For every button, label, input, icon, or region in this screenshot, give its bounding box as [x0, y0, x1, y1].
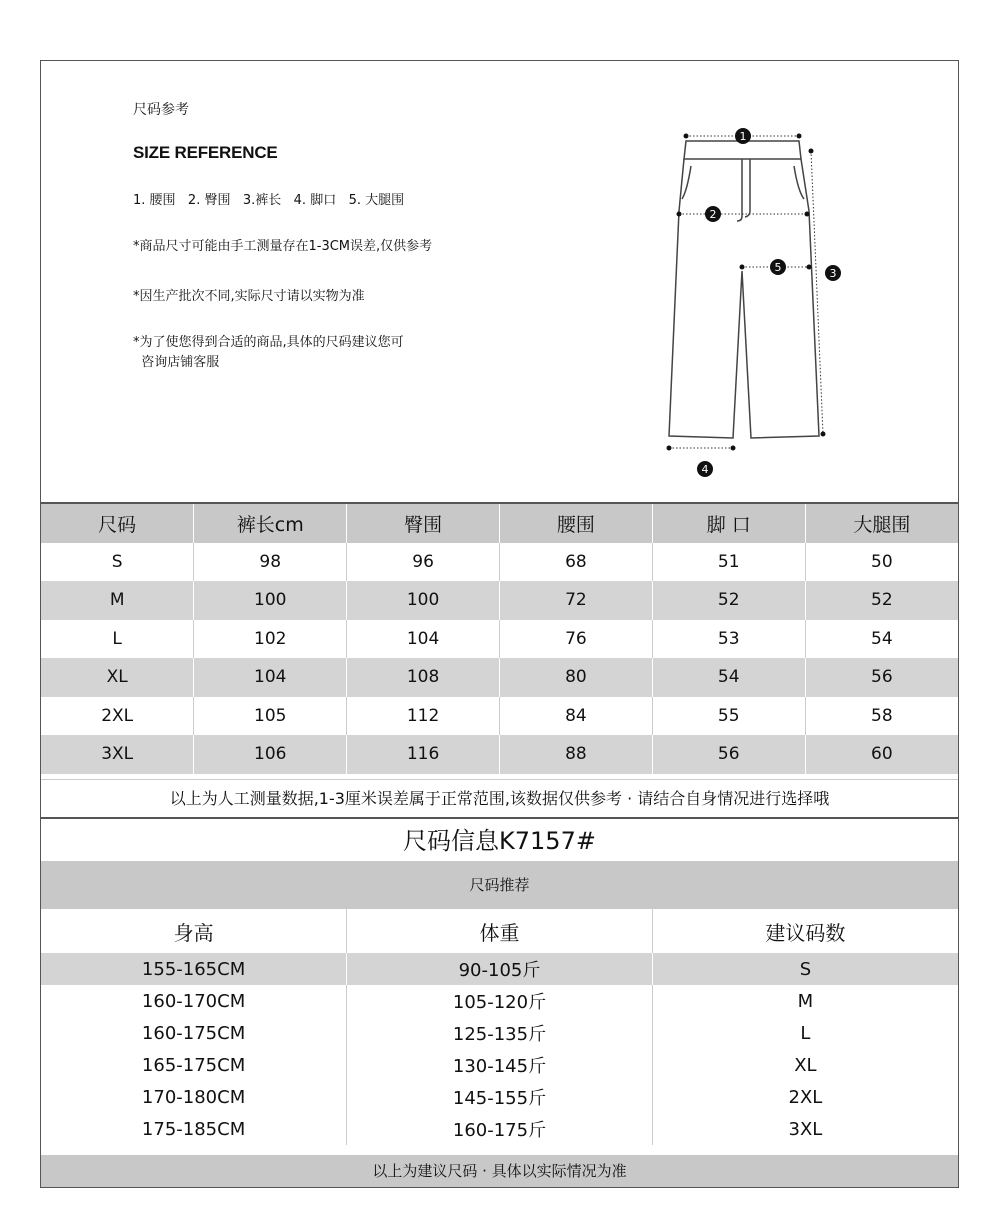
diagram-marker-5: [770, 259, 786, 275]
recommend-header: [41, 909, 958, 953]
size-cell: 68: [499, 543, 652, 582]
recommend-cell: 90-105斤: [347, 953, 653, 985]
recommend-cell: 130-145斤: [347, 1049, 653, 1081]
size-header-cell: 尺码: [41, 503, 194, 543]
recommend-cell: 175-185CM: [141, 1118, 246, 1140]
size-cell: 102: [194, 620, 347, 659]
diagram-marker-1: [735, 128, 751, 144]
pants-diagram: [651, 121, 841, 496]
size-cell: 104: [347, 620, 500, 659]
recommend-cell: 155-165CM: [41, 953, 347, 985]
size-header-cell: 裤长cm: [194, 503, 347, 543]
size-header-cell: 臀围: [347, 503, 500, 543]
size-header-cell: 腰围: [499, 503, 652, 543]
note-error: *商品尺寸可能由手工测量存在1-3CM误差,仅供参考: [133, 239, 433, 254]
diagram-marker-1-label: 1: [739, 130, 747, 143]
size-cell: 60: [805, 735, 958, 774]
size-cell: 54: [805, 620, 958, 659]
size-cell: 56: [652, 735, 805, 774]
size-cell: M: [41, 581, 194, 620]
recommend-row: [41, 985, 958, 1017]
size-table-header: [41, 503, 958, 543]
recommend-cell: L: [652, 1017, 958, 1049]
size-cell: 100: [347, 581, 500, 620]
measurement-list: 1. 腰围 2. 臀围 3.裤长 4. 脚口 5. 大腿围: [133, 193, 405, 208]
size-row: [41, 658, 958, 697]
recommend-cell: M: [652, 985, 958, 1017]
size-cell: 3XL: [41, 735, 194, 774]
size-header-cell: 大腿围: [805, 503, 958, 543]
size-row: [41, 620, 958, 659]
recommend-cell: S: [652, 953, 958, 985]
recommend-row: [41, 1049, 958, 1081]
size-cell: 50: [805, 543, 958, 582]
diagram-marker-5-label: 5: [774, 261, 782, 274]
size-cell: L: [41, 620, 194, 659]
size-cell: S: [41, 543, 194, 582]
size-cell: 53: [652, 620, 805, 659]
recommend-cell: 165-175CM: [141, 1054, 246, 1076]
diagram-marker-2-label: 2: [709, 208, 717, 221]
size-cell: 80: [499, 658, 652, 697]
size-cell: 100: [194, 581, 347, 620]
size-cell: 58: [805, 697, 958, 736]
recommend-row: [41, 1113, 958, 1145]
recommend-cell: 170-180CM: [141, 1086, 246, 1108]
size-cell: 84: [499, 697, 652, 736]
size-header-cell: 脚 口: [652, 503, 805, 543]
diagram-marker-4: [697, 461, 713, 477]
size-cell: 116: [347, 735, 500, 774]
recommend-cell: 3XL: [652, 1113, 958, 1145]
size-table-note: 以上为人工测量数据,1-3厘米误差属于正常范围,该数据仅供参考 · 请结合自身情况进行选择哦: [41, 779, 958, 818]
recommend-cell: 160-170CM: [141, 990, 246, 1012]
reference-title-en: SIZE REFERENCE: [133, 143, 278, 162]
recommend-row: [41, 953, 958, 985]
recommend-cell: 105-120斤: [347, 985, 653, 1017]
size-cell: 52: [805, 581, 958, 620]
size-cell: 88: [499, 735, 652, 774]
size-cell: 55: [652, 697, 805, 736]
size-cell: 51: [652, 543, 805, 582]
size-table: [41, 502, 958, 774]
recommend-table: [41, 909, 958, 1145]
size-cell: 96: [347, 543, 500, 582]
size-row: [41, 543, 958, 582]
recommend-header-cell: 体重: [347, 909, 653, 953]
diagram-marker-3-label: 3: [829, 267, 837, 280]
size-row: [41, 581, 958, 620]
recommend-cell: 160-175斤: [347, 1113, 653, 1145]
recommend-header-cell: 身高: [173, 920, 214, 945]
size-cell: 56: [805, 658, 958, 697]
recommend-note: 以上为建议尺码 · 具体以实际情况为准: [41, 1155, 958, 1187]
recommend-cell: 145-155斤: [347, 1081, 653, 1113]
recommend-cell: 2XL: [652, 1081, 958, 1113]
note-batch: *因生产批次不同,实际尺寸请以实物为准: [133, 289, 365, 304]
size-cell: 105: [194, 697, 347, 736]
size-cell: 106: [194, 735, 347, 774]
recommend-header-cell: 建议码数: [652, 909, 958, 953]
size-cell: 104: [194, 658, 347, 697]
size-cell: XL: [41, 658, 194, 697]
size-reference-panel: [41, 61, 958, 502]
size-row: [41, 735, 958, 774]
recommend-title: 尺码推荐: [41, 861, 958, 909]
recommend-cell: 125-135斤: [347, 1017, 653, 1049]
size-info-title: 尺码信息K7157#: [41, 817, 958, 865]
recommend-row: [41, 1017, 958, 1049]
diagram-marker-2: [705, 206, 721, 222]
recommend-row: [41, 1081, 958, 1113]
diagram-marker-3: [825, 265, 841, 281]
recommend-cell: XL: [652, 1049, 958, 1081]
size-cell: 2XL: [41, 697, 194, 736]
size-cell: 52: [652, 581, 805, 620]
size-cell: 76: [499, 620, 652, 659]
diagram-marker-4-label: 4: [701, 463, 709, 476]
note-service: *为了使您得到合适的商品,具体的尺码建议您可 咨询店铺客服: [133, 335, 404, 370]
size-cell: 108: [347, 658, 500, 697]
reference-title-cn: 尺码参考: [133, 102, 189, 118]
size-row: [41, 697, 958, 736]
recommend-cell: 160-175CM: [141, 1022, 246, 1044]
size-cell: 112: [347, 697, 500, 736]
size-cell: 54: [652, 658, 805, 697]
size-cell: 98: [194, 543, 347, 582]
size-chart-frame: [40, 60, 959, 1188]
size-cell: 72: [499, 581, 652, 620]
